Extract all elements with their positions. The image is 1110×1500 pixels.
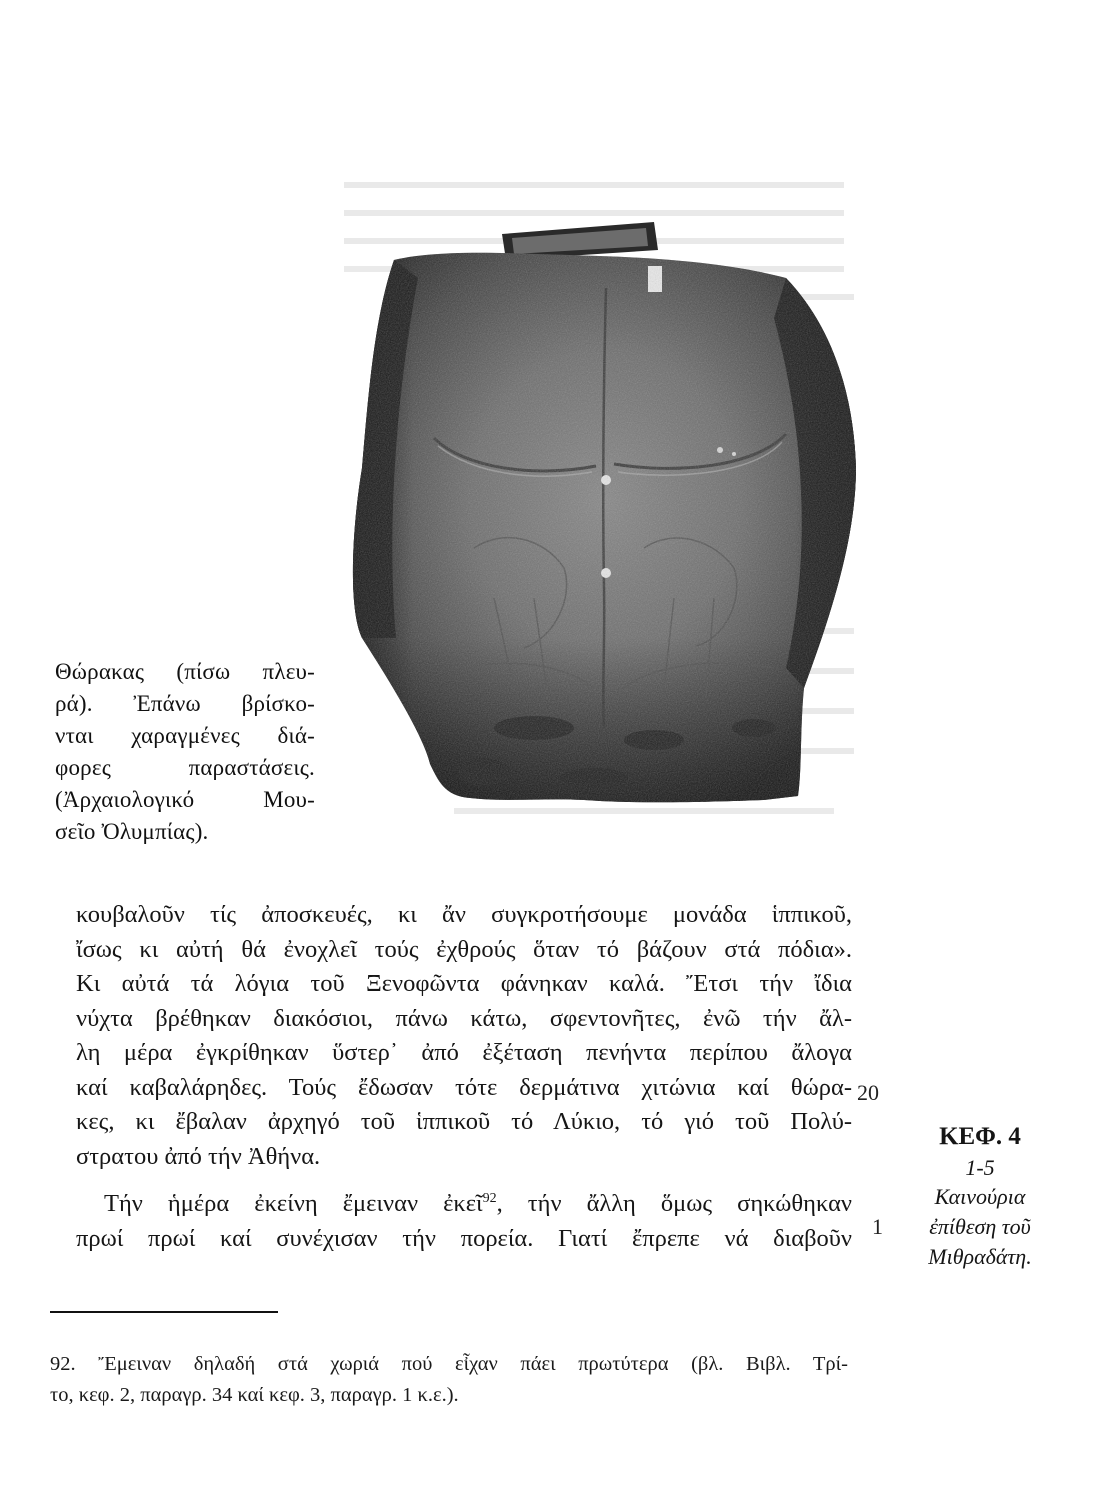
- figure-caption: [55, 656, 315, 848]
- footnote: [50, 1349, 848, 1411]
- text-line: στρατου ἀπό τήν Ἀθήνα.: [76, 1142, 321, 1170]
- caption-line: Θώρακας (πίσω πλευ-: [55, 659, 315, 684]
- text-segment: , τήν ἄλλη ὅμως σηκώθηκαν: [496, 1190, 852, 1217]
- text-line: ἴσως κι αὐτή θά ἐνοχλεῖ τούς ἐχθρούς ὅταν τό βάζουν στά πόδια».: [76, 935, 852, 963]
- line-number: 20: [857, 1080, 879, 1105]
- text-line: καί καβαλάρηδες. Τούς ἔδωσαν τότε δερμάτινα χιτώνια καί θώρα-: [76, 1073, 852, 1101]
- text-line: [76, 1187, 852, 1222]
- caption-line: (Ἀρχαιολογικό Μου-: [55, 787, 315, 812]
- chapter-label: ΚΕΦ. 4: [939, 1123, 1021, 1150]
- footnote-divider: [50, 1311, 278, 1313]
- topic-line: ἐπίθεση τοῦ: [929, 1214, 1031, 1239]
- chapter-margin-note: [900, 1120, 1060, 1272]
- paragraph: [76, 898, 852, 1174]
- caption-line: νται χαραγμένες διά-: [55, 723, 315, 748]
- text-line: πρωί πρωί καί συνέχισαν τήν πορεία. Γιατί ἔπρεπε νά διαβοῦν: [76, 1224, 852, 1252]
- cuirass-photograph: [334, 168, 864, 840]
- footnote-line: 92. Ἔμειναν δηλαδή στά χωριά πού εἶχαν πάει πρωτύτερα (βλ. Βιβλ. Τρί-: [50, 1353, 848, 1375]
- text-segment: Τήν ἡμέρα ἐκείνη ἔμειναν ἐκεῖ: [104, 1190, 483, 1217]
- text-line: λη μέρα ἐγκρίθηκαν ὕστερ᾽ ἀπό ἐξέταση πενήντα περίπου ἄλογα: [76, 1039, 852, 1066]
- line-number: 1: [872, 1214, 883, 1239]
- caption-line: ρά). Ἐπάνω βρίσκο-: [55, 691, 315, 716]
- topic-line: Μιθραδάτη.: [928, 1244, 1032, 1269]
- topic-line: Καινούρια: [934, 1184, 1026, 1209]
- caption-line: φορες παραστάσεις.: [55, 755, 315, 780]
- section-range: 1-5: [965, 1155, 995, 1180]
- caption-line: σεῖο Ὀλυμπίας).: [55, 819, 209, 844]
- main-text: [76, 898, 852, 1256]
- text-line: κουβαλοῦν τίς ἀποσκευές, κι ἄν συγκροτήσουμε μονάδα ἱππικοῦ,: [76, 901, 852, 928]
- footnote-line: το, κεφ. 2, παραγρ. 34 καί κεφ. 3, παραγρ. 1 κ.ε.).: [50, 1384, 459, 1406]
- text-line: νύχτα βρέθηκαν διακόσιοι, πάνω κάτω, σφεντονῆτες, ἐνῶ τήν ἄλ-: [76, 1004, 852, 1032]
- text-line: κες, κι ἔβαλαν ἀρχηγό τοῦ ἱππικοῦ τό Λύκιο, τό γιό τοῦ Πολύ-: [76, 1108, 852, 1135]
- footnote-reference: 92: [482, 1191, 497, 1206]
- text-line: Κι αὐτά τά λόγια τοῦ Ξενοφῶντα φάνηκαν καλά. Ἔτσι τήν ἴδια: [76, 970, 852, 997]
- paragraph: [76, 1187, 852, 1256]
